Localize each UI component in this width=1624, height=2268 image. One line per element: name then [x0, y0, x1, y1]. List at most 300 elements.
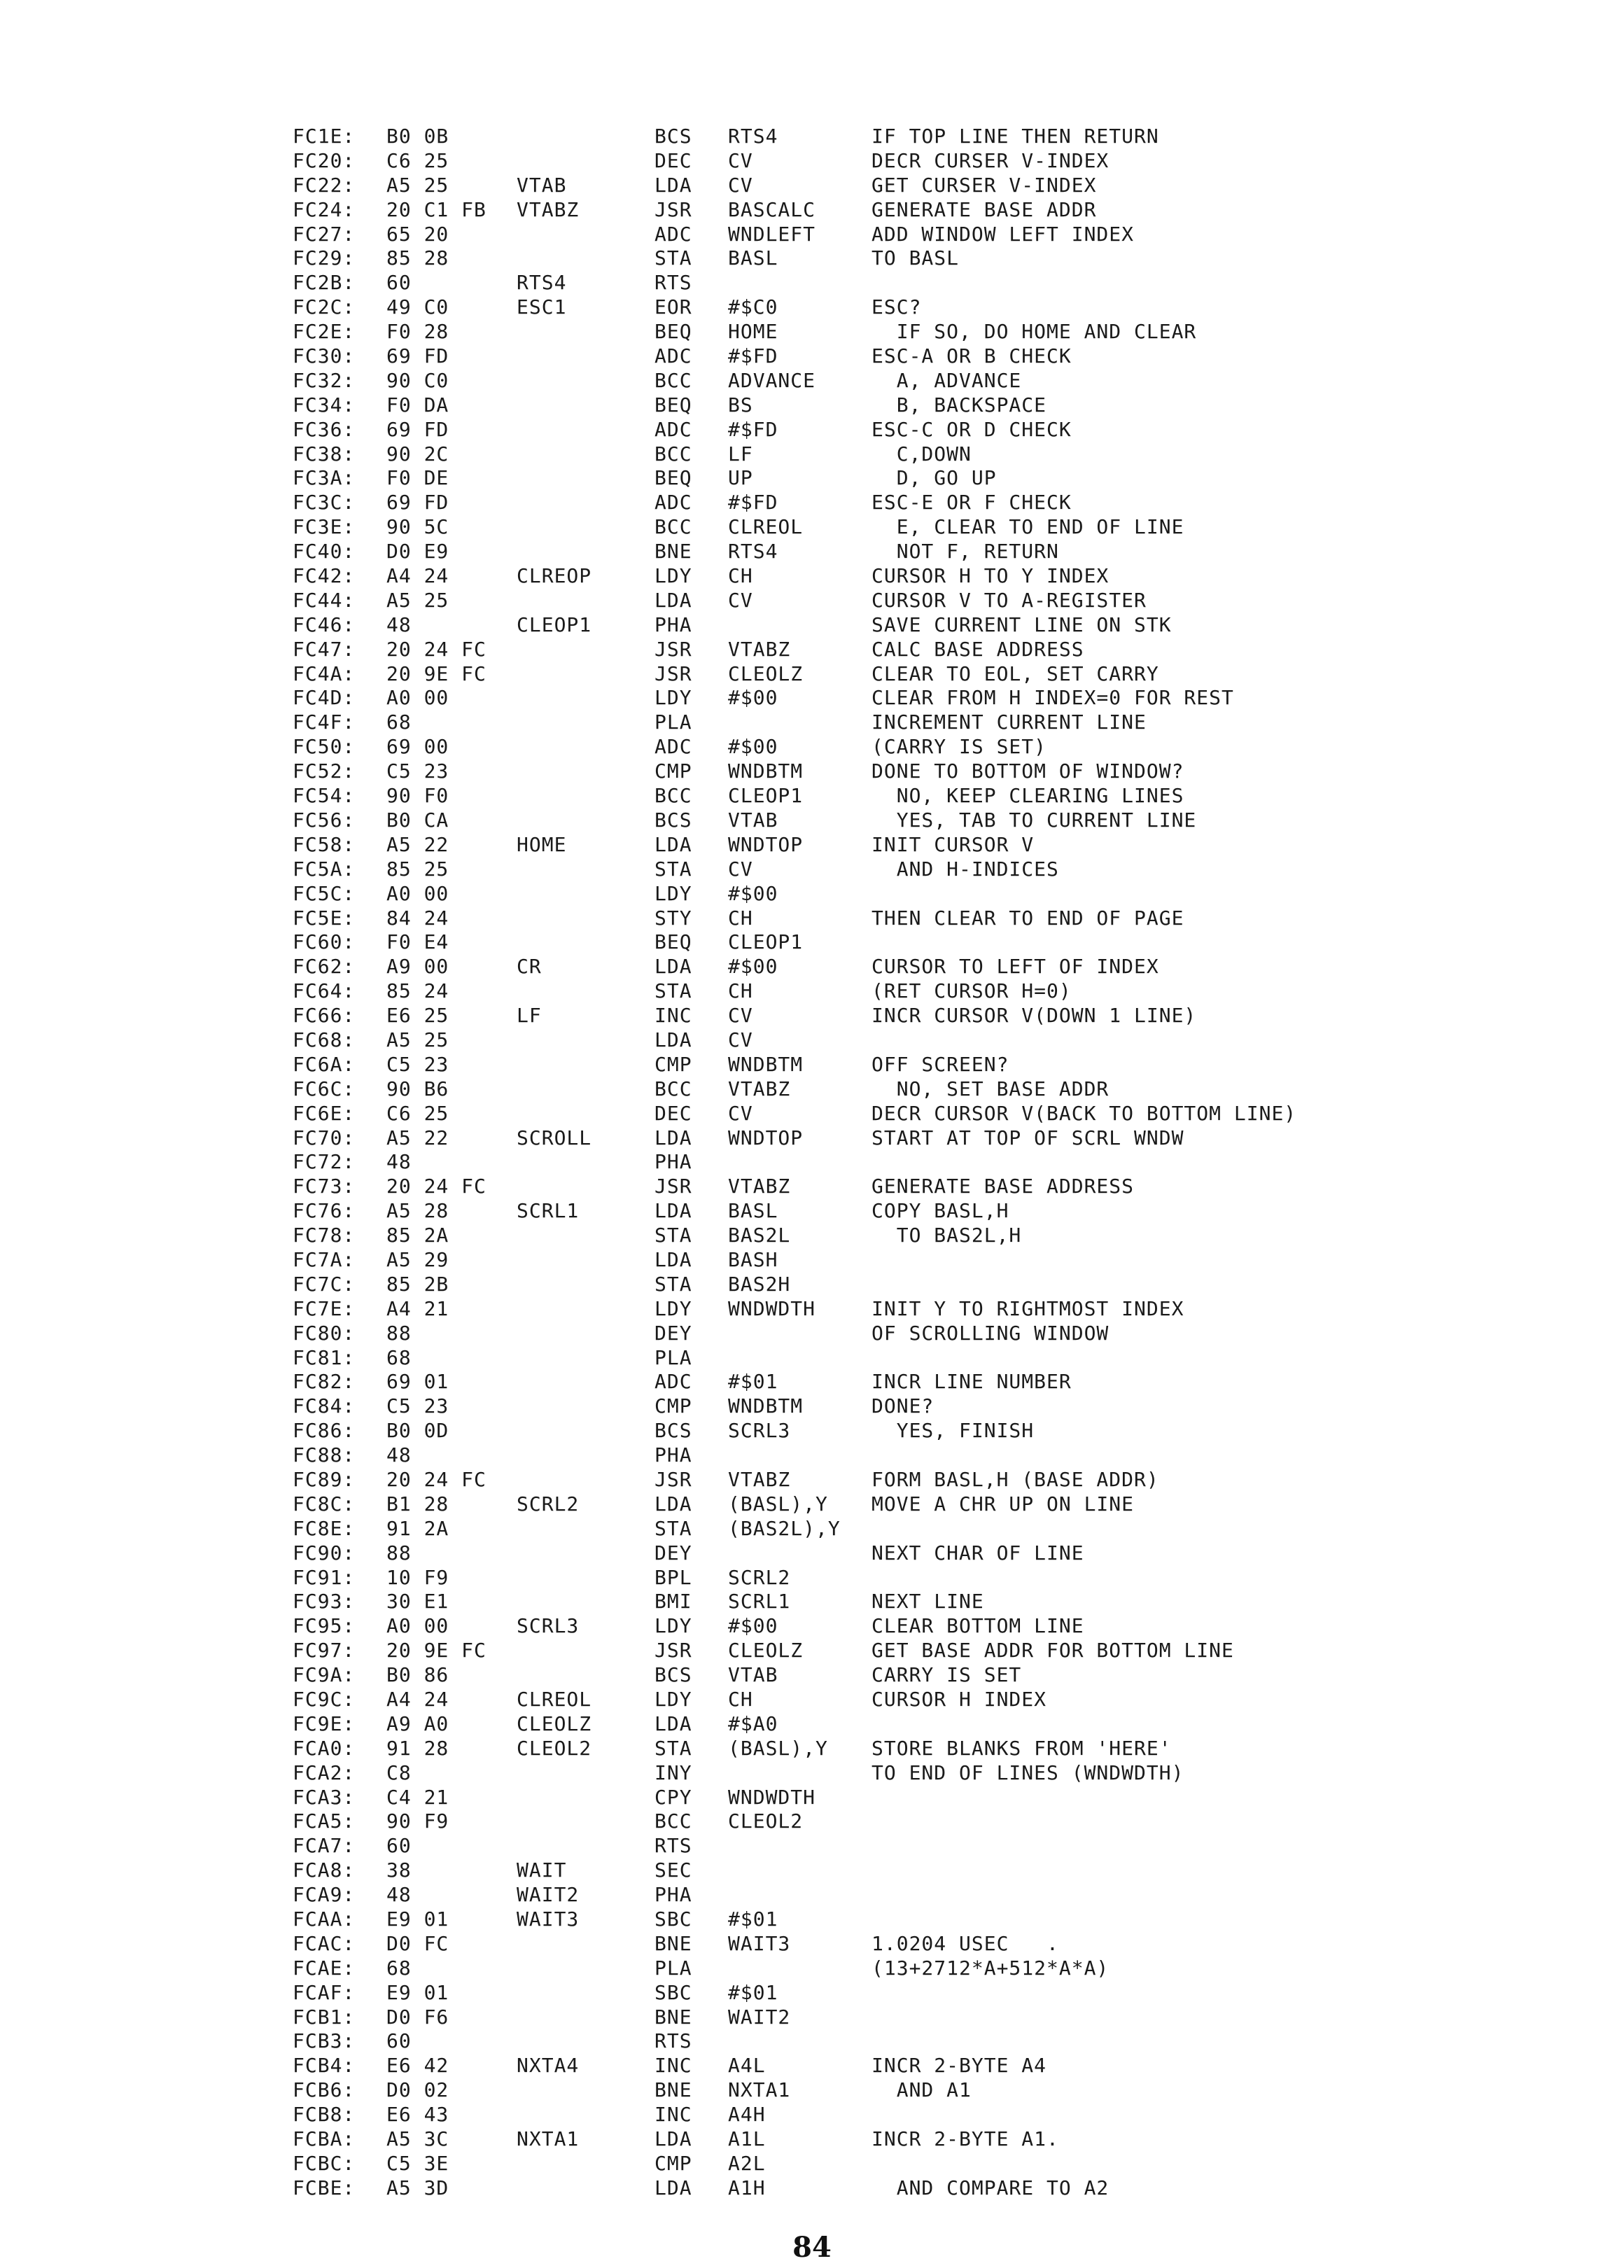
- listing-line: [0, 930, 1624, 955]
- comment: GENERATE BASE ADDRESS: [872, 1175, 1135, 1198]
- comment: DECR CURSOR V(BACK TO BOTTOM LINE): [872, 1101, 1297, 1125]
- comment: C,DOWN: [872, 442, 972, 465]
- listing-line: [0, 858, 1624, 882]
- address: FC78:: [293, 1224, 356, 1247]
- address: FC36:: [293, 417, 356, 441]
- operand: VTABZ: [728, 1175, 791, 1198]
- operand: WNDWDTH: [728, 1296, 816, 1320]
- listing-line: [0, 1394, 1624, 1419]
- comment: INCREMENT CURRENT LINE: [872, 710, 1147, 734]
- address: FC27:: [293, 222, 356, 246]
- comment: ESC?: [872, 295, 922, 319]
- address: FC47:: [293, 637, 356, 661]
- comment: GET CURSER V-INDEX: [872, 173, 1097, 197]
- object-code: C8: [386, 1760, 412, 1784]
- opcode: LDY: [654, 564, 692, 588]
- address: FC5E:: [293, 906, 356, 930]
- listing-line: [0, 149, 1624, 174]
- opcode: STA: [654, 1516, 692, 1540]
- listing-line: [0, 2127, 1624, 2152]
- listing-line: [0, 833, 1624, 858]
- object-code: B0 0D: [386, 1419, 449, 1443]
- comment: THEN CLEAR TO END OF PAGE: [872, 906, 1184, 930]
- listing-line: [0, 1077, 1624, 1102]
- operand: VTABZ: [728, 1467, 791, 1491]
- object-code: 65 20: [386, 222, 449, 246]
- object-code: 69 01: [386, 1370, 449, 1394]
- label: ESC1: [517, 295, 567, 319]
- operand: A4H: [728, 2103, 766, 2127]
- object-code: 85 2A: [386, 1224, 449, 1247]
- listing-line: [0, 1346, 1624, 1371]
- object-code: D0 F6: [386, 2005, 449, 2029]
- comment: ESC-E OR F CHECK: [872, 491, 1072, 514]
- page-number: 84: [792, 2231, 832, 2264]
- address: FCAF:: [293, 1980, 356, 2004]
- object-code: D0 E9: [386, 540, 449, 564]
- opcode: ADC: [654, 491, 692, 514]
- opcode: CMP: [654, 1052, 692, 1076]
- object-code: 88: [386, 1541, 412, 1564]
- opcode: PHA: [654, 1150, 692, 1174]
- label: CLEOP1: [517, 612, 592, 636]
- listing-line: [0, 1102, 1624, 1126]
- address: FC44:: [293, 588, 356, 612]
- address: FC22:: [293, 173, 356, 197]
- address: FC3E:: [293, 515, 356, 539]
- address: FC6A:: [293, 1052, 356, 1076]
- listing-line: [0, 1028, 1624, 1053]
- object-code: 20 24 FC: [386, 637, 486, 661]
- opcode: DEC: [654, 148, 692, 172]
- object-code: 20 9E FC: [386, 1639, 486, 1662]
- object-code: 60: [386, 2029, 412, 2053]
- comment: ESC-A OR B CHECK: [872, 344, 1072, 368]
- comment: AND A1: [872, 2078, 972, 2102]
- operand: BASL: [728, 246, 778, 270]
- label: VTAB: [517, 173, 567, 197]
- opcode: LDA: [654, 1199, 692, 1223]
- listing-line: [0, 784, 1624, 808]
- opcode: CPY: [654, 1785, 692, 1809]
- object-code: 48: [386, 1150, 412, 1174]
- comment: CLEAR FROM H INDEX=0 FOR REST: [872, 686, 1234, 710]
- listing-line: [0, 1956, 1624, 1981]
- opcode: PHA: [654, 1883, 692, 1907]
- comment: B, BACKSPACE: [872, 393, 1047, 416]
- listing-line: [0, 1273, 1624, 1297]
- listing-line: [0, 808, 1624, 833]
- opcode: LDA: [654, 1492, 692, 1516]
- address: FC1E:: [293, 125, 356, 148]
- comment: DONE TO BOTTOM OF WINDOW?: [872, 760, 1184, 783]
- address: FC34:: [293, 393, 356, 416]
- comment: CURSOR H TO Y INDEX: [872, 564, 1110, 588]
- address: FCA5:: [293, 1809, 356, 1833]
- opcode: DEY: [654, 1321, 692, 1345]
- label: CLEOL2: [517, 1736, 592, 1760]
- opcode: JSR: [654, 1175, 692, 1198]
- address: FC3A:: [293, 466, 356, 490]
- address: FC81:: [293, 1345, 356, 1369]
- object-code: E9 01: [386, 1907, 449, 1931]
- object-code: 85 24: [386, 979, 449, 1003]
- listing-line: [0, 589, 1624, 613]
- listing-line: [0, 344, 1624, 369]
- operand: WNDWDTH: [728, 1785, 816, 1809]
- opcode: DEY: [654, 1541, 692, 1564]
- object-code: 20 9E FC: [386, 662, 486, 685]
- listing-line: [0, 246, 1624, 271]
- listing-line: [0, 906, 1624, 931]
- object-code: F0 E4: [386, 930, 449, 954]
- listing-line: [0, 125, 1624, 149]
- operand: BASCALC: [728, 197, 816, 221]
- object-code: C5 3E: [386, 2151, 449, 2175]
- object-code: 49 C0: [386, 295, 449, 319]
- opcode: JSR: [654, 637, 692, 661]
- address: FC4D:: [293, 686, 356, 710]
- opcode: PLA: [654, 710, 692, 734]
- operand: #$01: [728, 1980, 778, 2004]
- operand: RTS4: [728, 125, 778, 148]
- object-code: C6 25: [386, 1101, 449, 1125]
- listing-line: [0, 1224, 1624, 1248]
- address: FC95:: [293, 1614, 356, 1638]
- listing-line: [0, 1737, 1624, 1761]
- address: FC62:: [293, 955, 356, 979]
- operand: CLEOP1: [728, 784, 804, 808]
- object-code: 10 F9: [386, 1565, 449, 1589]
- listing-line: [0, 1932, 1624, 1956]
- object-code: C4 21: [386, 1785, 449, 1809]
- operand: WNDLEFT: [728, 222, 816, 246]
- address: FC4A:: [293, 662, 356, 685]
- comment: GENERATE BASE ADDR: [872, 197, 1097, 221]
- listing-line: [0, 613, 1624, 638]
- address: FC6E:: [293, 1101, 356, 1125]
- listing-line: [0, 320, 1624, 344]
- listing-line: [0, 2152, 1624, 2176]
- listing-line: [0, 2029, 1624, 2054]
- listing-line: [0, 1126, 1624, 1151]
- address: FC68:: [293, 1028, 356, 1051]
- address: FC91:: [293, 1565, 356, 1589]
- operand: CLEOP1: [728, 930, 804, 954]
- address: FCBA:: [293, 2127, 356, 2151]
- comment: SAVE CURRENT LINE ON STK: [872, 612, 1172, 636]
- opcode: ADC: [654, 344, 692, 368]
- address: FC8C:: [293, 1492, 356, 1516]
- operand: #$01: [728, 1370, 778, 1394]
- object-code: F0 28: [386, 320, 449, 344]
- address: FCB3:: [293, 2029, 356, 2053]
- comment: OFF SCREEN?: [872, 1052, 1009, 1076]
- comment: START AT TOP OF SCRL WNDW: [872, 1126, 1184, 1149]
- comment: YES, FINISH: [872, 1419, 1035, 1443]
- address: FC52:: [293, 760, 356, 783]
- object-code: 69 FD: [386, 417, 449, 441]
- address: FCA0:: [293, 1736, 356, 1760]
- comment: E, CLEAR TO END OF LINE: [872, 515, 1184, 539]
- object-code: B0 86: [386, 1663, 449, 1687]
- operand: CH: [728, 906, 753, 930]
- operand: #$00: [728, 735, 778, 759]
- operand: VTAB: [728, 808, 778, 832]
- object-code: 88: [386, 1321, 412, 1345]
- object-code: 20 24 FC: [386, 1175, 486, 1198]
- label: SCRL1: [517, 1199, 580, 1223]
- opcode: BEQ: [654, 393, 692, 416]
- opcode: BEQ: [654, 320, 692, 344]
- opcode: BCC: [654, 1077, 692, 1100]
- comment: INIT Y TO RIGHTMOST INDEX: [872, 1296, 1184, 1320]
- address: FCAC:: [293, 1931, 356, 1955]
- object-code: 48: [386, 1883, 412, 1907]
- operand: #$FD: [728, 344, 778, 368]
- object-code: 30 E1: [386, 1590, 449, 1614]
- operand: A1L: [728, 2127, 766, 2151]
- listing-line: [0, 760, 1624, 784]
- comment: YES, TAB TO CURRENT LINE: [872, 808, 1197, 832]
- label: VTABZ: [517, 197, 580, 221]
- object-code: A5 25: [386, 1028, 449, 1051]
- listing-line: [0, 1883, 1624, 1907]
- listing-line: [0, 1834, 1624, 1858]
- listing-line: [0, 1517, 1624, 1541]
- operand: NXTA1: [728, 2078, 791, 2102]
- address: FC86:: [293, 1419, 356, 1443]
- address: FC60:: [293, 930, 356, 954]
- operand: UP: [728, 466, 753, 490]
- object-code: E9 01: [386, 1980, 449, 2004]
- object-code: A0 00: [386, 881, 449, 905]
- object-code: 69 FD: [386, 491, 449, 514]
- object-code: 90 5C: [386, 515, 449, 539]
- object-code: A0 00: [386, 686, 449, 710]
- label: HOME: [517, 832, 567, 856]
- label: SCRL2: [517, 1492, 580, 1516]
- operand: #$A0: [728, 1712, 778, 1735]
- opcode: LDA: [654, 955, 692, 979]
- operand: CLREOL: [728, 515, 804, 539]
- listing-line: [0, 1712, 1624, 1737]
- opcode: RTS: [654, 2029, 692, 2053]
- opcode: BCC: [654, 784, 692, 808]
- address: FC42:: [293, 564, 356, 588]
- comment: STORE BLANKS FROM 'HERE': [872, 1736, 1172, 1760]
- comment: DONE?: [872, 1394, 934, 1418]
- listing-line: [0, 564, 1624, 589]
- opcode: STY: [654, 906, 692, 930]
- opcode: LDA: [654, 1247, 692, 1271]
- address: FC30:: [293, 344, 356, 368]
- opcode: BNE: [654, 540, 692, 564]
- listing-line: [0, 369, 1624, 393]
- listing-line: [0, 2103, 1624, 2127]
- object-code: 20 24 FC: [386, 1467, 486, 1491]
- operand: CV: [728, 857, 753, 881]
- operand: CV: [728, 588, 753, 612]
- operand: SCRL1: [728, 1590, 791, 1614]
- listing-line: [0, 295, 1624, 320]
- opcode: CMP: [654, 2151, 692, 2175]
- operand: SCRL3: [728, 1419, 791, 1443]
- comment: COPY BASL,H: [872, 1199, 1009, 1223]
- address: FCA8:: [293, 1858, 356, 1882]
- object-code: E6 25: [386, 1004, 449, 1028]
- opcode: BEQ: [654, 466, 692, 490]
- address: FC20:: [293, 148, 356, 172]
- listing-line: [0, 1858, 1624, 1883]
- listing-line: [0, 1663, 1624, 1688]
- address: FCA7:: [293, 1834, 356, 1858]
- comment: A, ADVANCE: [872, 368, 1022, 392]
- operand: A1H: [728, 2176, 766, 2199]
- listing-line: [0, 1688, 1624, 1712]
- object-code: 60: [386, 1834, 412, 1858]
- listing-line: [0, 466, 1624, 491]
- object-code: 60: [386, 271, 412, 295]
- comment: INCR LINE NUMBER: [872, 1370, 1072, 1394]
- object-code: A0 00: [386, 1614, 449, 1638]
- listing-line: [0, 955, 1624, 979]
- opcode: LDA: [654, 1126, 692, 1149]
- operand: CV: [728, 1028, 753, 1051]
- object-code: A5 29: [386, 1247, 449, 1271]
- listing-line: [0, 979, 1624, 1004]
- opcode: JSR: [654, 197, 692, 221]
- operand: (BAS2L),Y: [728, 1516, 841, 1540]
- operand: CV: [728, 148, 753, 172]
- address: FC89:: [293, 1467, 356, 1491]
- object-code: C5 23: [386, 1394, 449, 1418]
- opcode: BCC: [654, 368, 692, 392]
- operand: CH: [728, 1688, 753, 1711]
- address: FC32:: [293, 368, 356, 392]
- address: FC9E:: [293, 1712, 356, 1735]
- listing-line: [0, 882, 1624, 906]
- operand: #$00: [728, 955, 778, 979]
- object-code: F0 DE: [386, 466, 449, 490]
- opcode: BCS: [654, 808, 692, 832]
- opcode: CMP: [654, 760, 692, 783]
- listing-line: [0, 1786, 1624, 1810]
- opcode: INC: [654, 2103, 692, 2127]
- opcode: ADC: [654, 417, 692, 441]
- opcode: LDY: [654, 686, 692, 710]
- opcode: LDY: [654, 1614, 692, 1638]
- operand: HOME: [728, 320, 778, 344]
- object-code: F0 DA: [386, 393, 449, 416]
- object-code: 68: [386, 710, 412, 734]
- object-code: B0 CA: [386, 808, 449, 832]
- operand: CV: [728, 173, 753, 197]
- listing-line: [0, 1907, 1624, 1932]
- listing-line: [0, 638, 1624, 662]
- address: FC97:: [293, 1639, 356, 1662]
- operand: WNDBTM: [728, 760, 804, 783]
- comment: (CARRY IS SET): [872, 735, 1047, 759]
- listing-line: [0, 1468, 1624, 1492]
- listing-line: [0, 1150, 1624, 1175]
- operand: VTABZ: [728, 1077, 791, 1100]
- operand: A2L: [728, 2151, 766, 2175]
- address: FC3C:: [293, 491, 356, 514]
- comment: INCR CURSOR V(DOWN 1 LINE): [872, 1004, 1197, 1028]
- object-code: 90 F0: [386, 784, 449, 808]
- opcode: BCC: [654, 515, 692, 539]
- assembly-listing: [0, 125, 1624, 2201]
- operand: (BASL),Y: [728, 1492, 828, 1516]
- listing-line: [0, 1419, 1624, 1443]
- object-code: 48: [386, 612, 412, 636]
- object-code: A5 3C: [386, 2127, 449, 2151]
- opcode: DEC: [654, 1101, 692, 1125]
- opcode: SEC: [654, 1858, 692, 1882]
- operand: ADVANCE: [728, 368, 816, 392]
- opcode: BCC: [654, 1809, 692, 1833]
- listing-line: [0, 393, 1624, 418]
- comment: INIT CURSOR V: [872, 832, 1035, 856]
- opcode: SBC: [654, 1980, 692, 2004]
- comment: CARRY IS SET: [872, 1663, 1022, 1687]
- comment: NEXT LINE: [872, 1590, 984, 1614]
- comment: NO, SET BASE ADDR: [872, 1077, 1110, 1100]
- opcode: ADC: [654, 735, 692, 759]
- object-code: E6 43: [386, 2103, 449, 2127]
- listing-line: [0, 735, 1624, 760]
- comment: 1.0204 USEC .: [872, 1931, 1059, 1955]
- label: NXTA4: [517, 2054, 580, 2078]
- comment: IF TOP LINE THEN RETURN: [872, 125, 1159, 148]
- listing-line: [0, 710, 1624, 735]
- object-code: 68: [386, 1345, 412, 1369]
- address: FCA2:: [293, 1760, 356, 1784]
- address: FC70:: [293, 1126, 356, 1149]
- operand: BAS2H: [728, 1272, 791, 1296]
- listing-line: [0, 2176, 1624, 2201]
- comment: OF SCROLLING WINDOW: [872, 1321, 1110, 1345]
- address: FC64:: [293, 979, 356, 1003]
- address: FCAA:: [293, 1907, 356, 1931]
- object-code: A9 00: [386, 955, 449, 979]
- address: FCA3:: [293, 1785, 356, 1809]
- address: FC40:: [293, 540, 356, 564]
- opcode: PLA: [654, 1345, 692, 1369]
- opcode: CMP: [654, 1394, 692, 1418]
- comment: FORM BASL,H (BASE ADDR): [872, 1467, 1159, 1491]
- address: FC2C:: [293, 295, 356, 319]
- operand: #$FD: [728, 491, 778, 514]
- opcode: BPL: [654, 1565, 692, 1589]
- object-code: B1 28: [386, 1492, 449, 1516]
- label: CLREOP: [517, 564, 592, 588]
- opcode: LDY: [654, 1296, 692, 1320]
- object-code: A4 24: [386, 564, 449, 588]
- listing-line: [0, 418, 1624, 442]
- opcode: LDA: [654, 588, 692, 612]
- listing-line: [0, 686, 1624, 710]
- comment: CLEAR BOTTOM LINE: [872, 1614, 1084, 1638]
- label: LF: [517, 1004, 542, 1028]
- address: FC2E:: [293, 320, 356, 344]
- comment: D, GO UP: [872, 466, 997, 490]
- address: FC38:: [293, 442, 356, 465]
- listing-line: [0, 442, 1624, 467]
- comment: CALC BASE ADDRESS: [872, 637, 1084, 661]
- listing-line: [0, 1053, 1624, 1077]
